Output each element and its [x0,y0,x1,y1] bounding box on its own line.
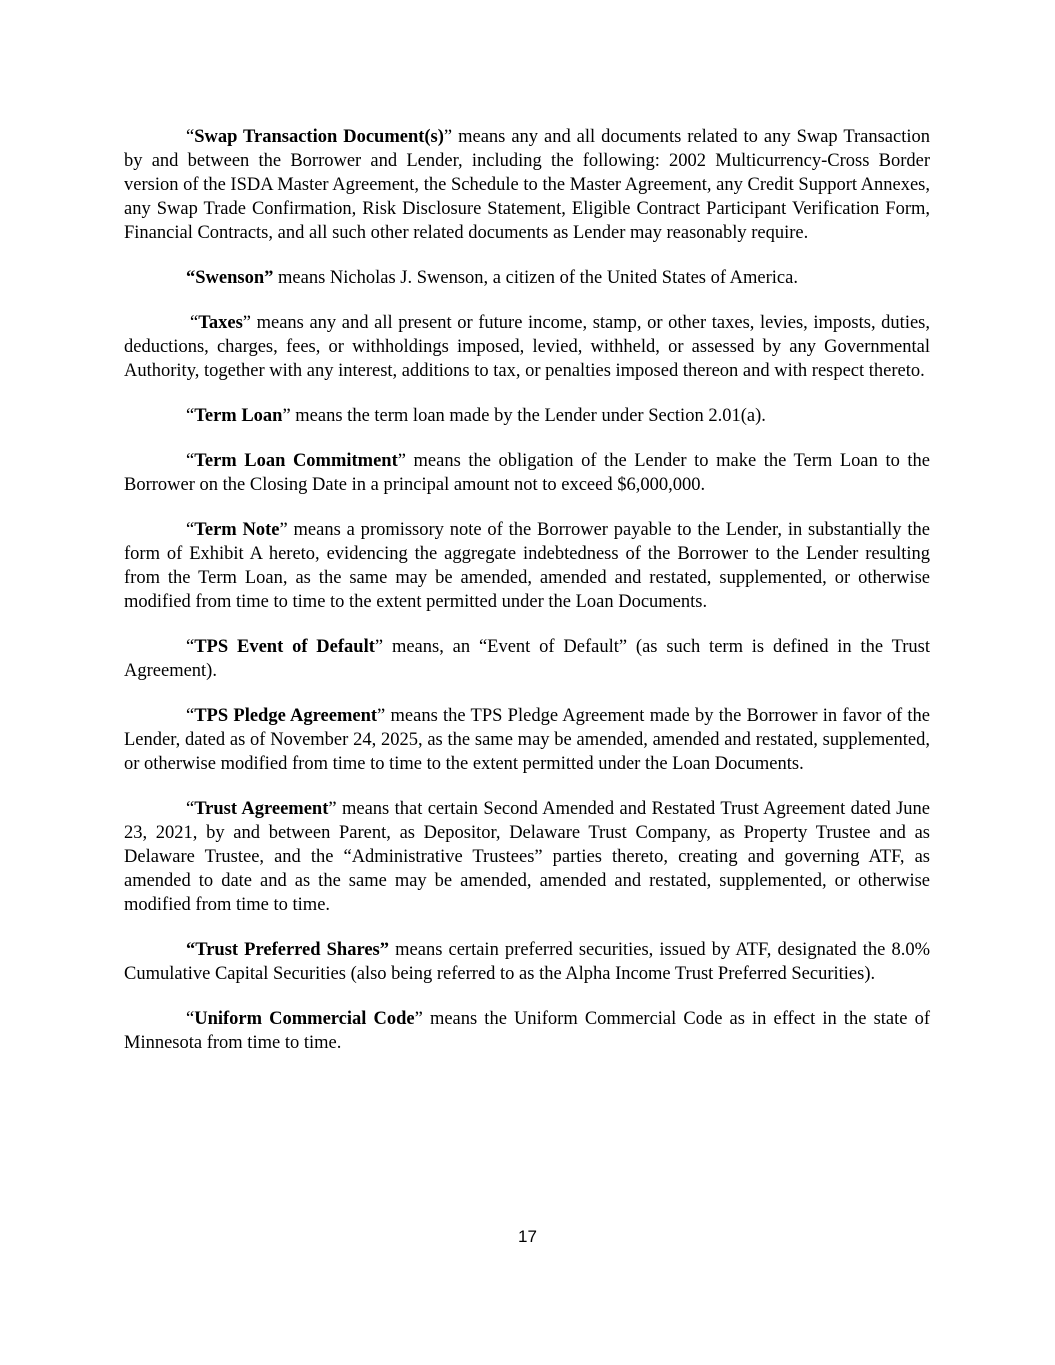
definition-text: means any and all present or future income, stamp, or other taxes, levies, imposts, duties, deductions, charges, fees, or withholdings imposed, levied, withheld, or assessed by any Governmental Authority, together with any interest, additions to tax, or penalties imposed thereon and with respect thereto. [124,313,930,381]
close-quote: ” [397,451,406,471]
close-quote: ” [282,406,291,426]
definition-term-loan [124,404,930,428]
defined-term: Taxes [198,313,243,333]
defined-term: “Swenson” [186,268,274,288]
open-quote: “ [186,406,195,426]
close-quote: ” [374,637,384,657]
definition-text: means the TPS Pledge Agreement made by the Borrower in favor of the Lender, dated as of November 24, 2025, as the same may be amended, amended and restated, supplemented, or otherwise modified from time to time to the extent permitted under the Loan Documents. [124,706,930,774]
definitions-section [124,125,930,1076]
open-quote: “ [186,637,195,657]
defined-term: Term Loan Commitment [194,451,398,471]
definition-swenson [124,266,930,290]
definition-text: means the obligation of the Lender to make the Term Loan to the Borrower on the Closing Date in a principal amount not to exceed $6,000,000. [124,451,930,495]
definition-uniform-commercial-code [124,1007,930,1055]
definition-term-loan-commitment [124,449,930,497]
definition-trust-preferred-shares [124,938,930,986]
close-quote: ” [279,520,288,540]
defined-term: TPS Event of Default [194,637,375,657]
definition-text: means Nicholas J. Swenson, a citizen of the United States of America. [273,268,798,288]
open-quote: “ [186,520,195,540]
defined-term: “Trust Preferred Shares” [186,940,390,960]
close-quote: ” [328,799,337,819]
definition-taxes [124,311,930,383]
definition-text: means a promissory note of the Borrower payable to the Lender, in substantially the form of Exhibit A hereto, evidencing the aggregate indebtedness of the Borrower to the Lender resulting from the Term Loan, as the same may be amended, amended and restated, supplemented, or otherwise modified from time to time to the extent permitted under the Loan Documents. [124,520,930,612]
defined-term: TPS Pledge Agreement [194,706,378,726]
close-quote: ” [443,127,453,147]
close-quote: ” [242,313,251,333]
definition-swap-transaction-documents [124,125,930,245]
defined-term: Trust Agreement [194,799,329,819]
definition-tps-event-of-default [124,635,930,683]
definition-text: means the Uniform Commercial Code as in effect in the state of Minnesota from time to time. [124,1009,930,1053]
open-quote: “ [190,313,199,333]
page-number: 17 [518,1227,537,1246]
open-quote: “ [186,706,195,726]
defined-term: Term Loan [194,406,283,426]
definition-term-note [124,518,930,614]
definition-trust-agreement [124,797,930,917]
definition-text: means, an “Event of Default” (as such term is defined in the Trust Agreement). [124,637,930,681]
close-quote: ” [414,1009,423,1029]
open-quote: “ [186,1009,195,1029]
close-quote: ” [377,706,386,726]
defined-term: Swap Transaction Document(s) [194,127,444,147]
open-quote: “ [186,127,195,147]
open-quote: “ [186,451,195,471]
definition-text: means certain preferred securities, issued by ATF, designated the 8.0% Cumulative Capital Securities (also being referred to as the Alpha Income Trust Preferred Securities). [124,940,930,984]
defined-term: Uniform Commercial Code [194,1009,415,1029]
open-quote: “ [186,799,195,819]
definition-text: means that certain Second Amended and Restated Trust Agreement dated June 23, 2021, by and between Parent, as Depositor, Delaware Trust Company, as Property Trustee and as Delaware Trustee, and the “Administrative Trustees” parties thereto, creating and governing ATF, as amended to date and as the same may be amended, amended and restated, supplemented, or otherwise modified from time to time. [124,799,930,915]
definition-tps-pledge-agreement [124,704,930,776]
defined-term: Term Note [194,520,280,540]
definition-text: means the term loan made by the Lender under Section 2.01(a). [290,406,766,426]
definition-text: means any and all documents related to any Swap Transaction by and between the Borrower and Lender, including the following: 2002 Multicurrency-Cross Border version of the ISDA Master Agreement, the Schedule to the Master Agreement, any Credit Support Annexes, any Swap Trade Confirmation, Risk Disclosure Statement, Eligible Contract Participant Verification Form, Financial Contracts, and all such other related documents as Lender may reasonably require. [124,127,930,243]
